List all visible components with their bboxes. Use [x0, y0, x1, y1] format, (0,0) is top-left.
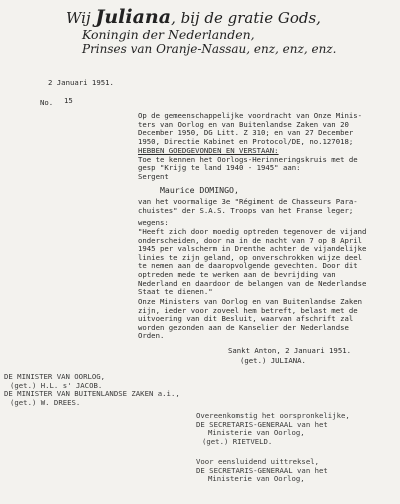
extract-stamp	[196, 458, 328, 484]
certified-copy-stamp	[196, 412, 350, 446]
closing-line: zijn, ieder voor zoveel hem betreft, belast met de	[138, 305, 358, 315]
stamp-line: DE SECRETARIS-GENERAAL van het	[196, 465, 328, 475]
closing-line: worden gezonden aan de Kanselier der Nederlandse	[138, 322, 349, 332]
unit-line: chuistes" der S.A.S. Troops van het Franse leger;	[138, 205, 354, 215]
stamp-line: (get.) RIETVELD.	[202, 436, 273, 446]
citation-line: Nederland en daardoor de belangen van de Nederlandse	[138, 278, 367, 288]
letterhead-gratie: , bij de gratie Gods,	[171, 9, 321, 27]
minister-of-war-title: DE MINISTER VAN OORLOG,	[4, 372, 106, 381]
royal-letterhead	[66, 8, 396, 57]
unit-line: van het voormalige 3e "Régiment de Chasseurs Para-	[138, 197, 358, 206]
unit	[138, 198, 358, 215]
preamble-line: Op de gemeenschappelijke voordracht van Onze Minis-	[138, 111, 363, 120]
minister-foreign-affairs-signature: (get.) W. DREES.	[10, 397, 81, 407]
preamble-line: ters van Oorlog en van Buitenlandse Zaken van 20	[138, 119, 349, 129]
award-line: Toe te kennen het Oorlogs-Herinneringskruis met de	[138, 154, 358, 164]
citation-line: onderscheiden, door na in de nacht van 7 op 8 April	[138, 235, 363, 245]
letterhead-juliana: Juliana	[95, 6, 172, 28]
decree-number-label: No.	[40, 98, 54, 107]
closing-line: Orden.	[138, 331, 165, 341]
rank: Sergent	[138, 171, 169, 181]
stamp-line: DE SECRETARIS-GENERAAL van het	[196, 419, 328, 429]
citation-line: optreden mede te werken aan de bevrijding van	[138, 269, 336, 279]
preamble	[138, 112, 362, 146]
minister-foreign-affairs-title: DE MINISTER VAN BUITENLANDSE ZAKEN a.i.,	[4, 389, 180, 399]
stamp-line: Voor eensluidend uittreksel,	[196, 457, 320, 466]
citation-line: 1945 per valscherm in Drenthe achter de vijandelijke	[138, 244, 367, 254]
citation-line: Staat te dienen."	[138, 287, 213, 297]
preamble-line: December 1950, DG Litt. Z 310; en van 27 December	[138, 128, 354, 138]
citation-line: "Heeft zich door moedig optreden tegenover de vijand	[138, 227, 367, 236]
letterhead-line-1	[66, 8, 396, 27]
citation-line: linies te zijn geland, op onverschrokken wijze deel	[138, 252, 363, 262]
recipient-name: Maurice DOMINGO,	[160, 185, 239, 195]
stamp-line: Ministerie van Oorlog,	[208, 474, 305, 484]
letterhead-line-3: Prinses van Oranje-Nassau, enz, enz, enz.	[82, 42, 337, 56]
award-line: gesp "Krijg te land 1940 - 1945" aan:	[138, 163, 301, 173]
stamp-line: Overeenkomstig het oorspronkelijke,	[196, 411, 350, 420]
letterhead-line-2: Koningin der Nederlanden,	[82, 27, 255, 42]
preamble-line: 1950, Directie Kabinet en Protocol/DE, no.127018;	[138, 136, 354, 146]
decision-heading: HEBBEN GOEDGEVONDEN EN VERSTAAN:	[138, 146, 279, 155]
decree-date: 2 Januari 1951.	[48, 78, 114, 87]
closing-line: Onze Ministers van Oorlog en van Buitenlandse Zaken	[138, 297, 363, 306]
closing-paragraph	[138, 298, 362, 341]
citation	[138, 228, 366, 297]
minister-of-war-signature: (get.) H.L. s' JACOB.	[10, 380, 103, 390]
place-date: Sankt Anton, 2 Januari 1951.	[228, 346, 352, 355]
citation-line: te nemen aan de daaropvolgende gevechten. Door dit	[138, 261, 358, 271]
ministers-signatures	[4, 373, 180, 407]
letterhead-wij: Wij	[66, 9, 96, 27]
closing-line: uitvoering van dit Besluit, waarvan afschrift zal	[138, 314, 354, 324]
decision	[138, 147, 358, 181]
decree-number: 15	[64, 96, 73, 105]
wegens-label: wegens:	[138, 218, 169, 227]
stamp-line: Ministerie van Oorlog,	[208, 428, 305, 438]
queen-signature: (get.) JULIANA.	[240, 356, 306, 365]
